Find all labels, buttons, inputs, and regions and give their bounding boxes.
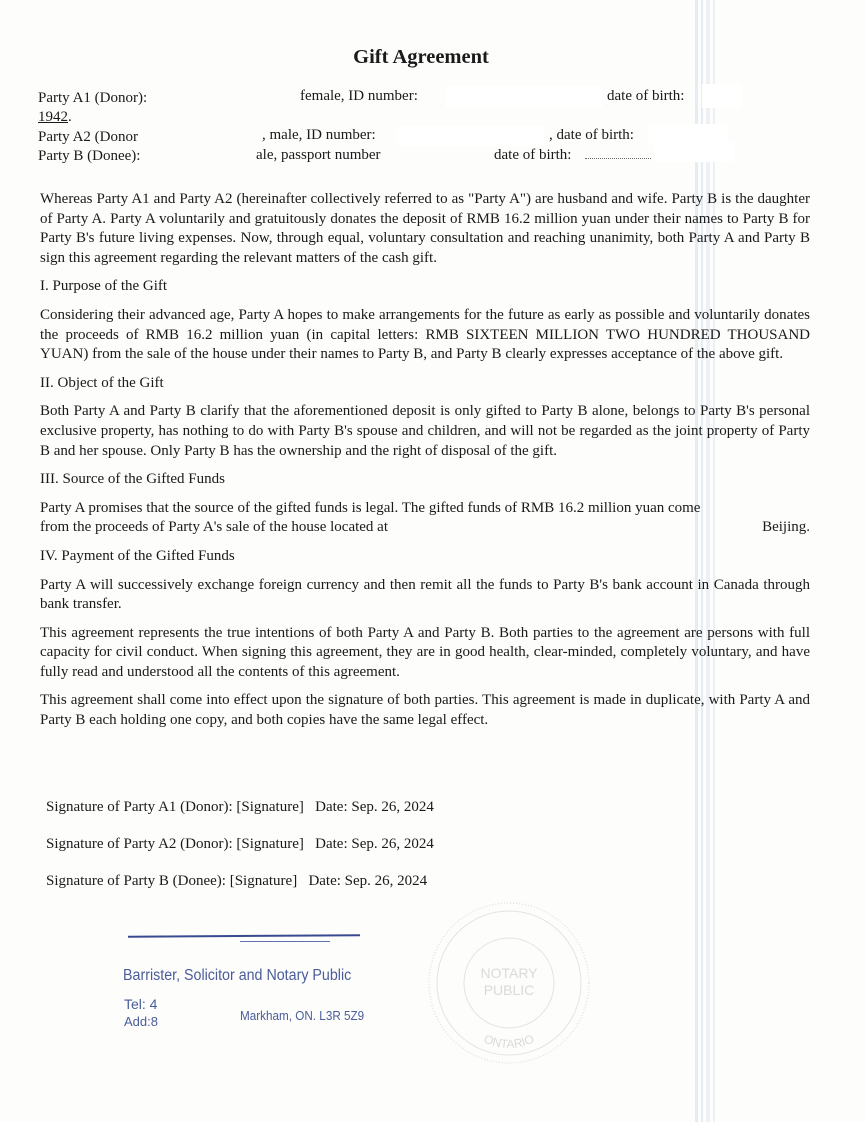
closing-paragraph: This agreement shall come into effect upon the signature of both parties. This agreement is made in duplicate, with Party A and Party B each holding one copy, and both copies have the same legal effect. — [40, 692, 810, 729]
seal-text: NOTARY — [480, 965, 538, 981]
party-a2-label: Party A2 (Donor — [38, 129, 138, 145]
section-paragraph: Considering their advanced age, Party A hopes to make arrangements for the future as early as possible and voluntarily donates the proceeds of RMB 16.2 million yuan (in capital letters: RMB SIXTEEN MILLION TWO HUNDRED THOUSAND YUAN) from the sale of the house under their names to Party B, and Party B clearly expresses acceptance of the above gift. — [40, 306, 810, 363]
redaction-box — [702, 84, 742, 108]
section-paragraph: Party A will successively exchange foreign currency and then remit all the funds to Party B's bank account in Canada through bank transfer. — [40, 576, 810, 613]
redaction-box — [654, 142, 734, 162]
section-heading: III. Source of the Gifted Funds — [40, 471, 225, 488]
notary-city: Markham, ON. L3R 5Z9 — [240, 1008, 365, 1023]
notary-title: Barrister, Solicitor and Notary Public — [123, 967, 352, 984]
stamp-rule — [128, 934, 360, 938]
redaction-box — [396, 126, 544, 146]
redaction-residue — [585, 158, 651, 159]
house-location-line: from the proceeds of Party A's sale of the house located at Beijing. — [40, 519, 810, 536]
section-heading: IV. Payment of the Gifted Funds — [40, 547, 235, 564]
svg-text:ONTARIO — [482, 1032, 536, 1052]
notary-tel: Tel: 4 — [124, 996, 158, 1012]
party-a2-gender-id: , male, ID number: — [262, 127, 376, 143]
agreement-body — [40, 190, 810, 740]
seal-text: ONTARIO — [481, 1031, 537, 1052]
document-title: Gift Agreement — [353, 46, 489, 68]
closing-paragraph: This agreement represents the true intentions of both Party A and Party B. Both parties to the agreement are persons with full capacity for civil conduct. When signing this agreement, they are in good health, clear-minded, completely voluntary, and have fully read and understood all the contents of this agreement. — [40, 624, 810, 680]
section-paragraph: Both Party A and Party B clarify that the aforementioned deposit is only gifted to Party B alone, belongs to Party B's personal exclusive property, has nothing to do with Party B's spouse and children, and will not be regarded as the joint property of Party B and her spouse. Only Party B has the ownership and the right of disposal of the gift. — [40, 403, 810, 459]
redaction-box — [648, 124, 728, 144]
section-heading: I. Purpose of the Gift — [40, 278, 168, 295]
signature-line-a1: Signature of Party A1 (Donor): [Signature] Date: Sep. 26, 2024 — [46, 799, 434, 815]
section-heading: II. Object of the Gift — [40, 374, 164, 391]
signature-line-a2: Signature of Party A2 (Donor): [Signature] Date: Sep. 26, 2024 — [46, 836, 434, 852]
party-a1-gender-id: female, ID number: — [300, 88, 418, 104]
party-a1-birth-year: 1942. — [38, 109, 72, 125]
party-a2-dob-label: , date of birth: — [549, 127, 634, 143]
party-b-dob-label: date of birth: — [494, 147, 572, 163]
party-b-label: Party B (Donee): — [38, 148, 141, 164]
intro-paragraph: Whereas Party A1 and Party A2 (hereinafter collectively referred to as "Party A") are husband and wife. Party B is the daughter of Party A. Party A voluntarily and gratuitously donates the deposit of RMB 16.2 million yuan under their names to Party B for Party B's future living expenses. Now, through equal, voluntary consultation and reaching unanimity, both Party A and Party B sign this agreement regarding the relevant matters of the cash gift. — [40, 191, 810, 266]
redaction-box — [445, 86, 603, 108]
party-b-gender-id: ale, passport number — [256, 147, 381, 163]
signature-line-b: Signature of Party B (Donee): [Signature] Date: Sep. 26, 2024 — [46, 873, 428, 889]
party-a1-label: Party A1 (Donor): — [38, 90, 148, 106]
stamp-rule — [240, 941, 330, 942]
seal-text: PUBLIC — [483, 982, 535, 998]
section-paragraph: Party A promises that the source of the gifted funds is legal. The gifted funds of RMB 16.2 million yuan come — [40, 499, 701, 516]
stamp-name-partial — [120, 954, 270, 966]
notary-address: Add:8 — [124, 1014, 158, 1029]
notary-seal — [424, 898, 594, 1068]
party-a1-dob-label: date of birth: — [607, 88, 685, 104]
